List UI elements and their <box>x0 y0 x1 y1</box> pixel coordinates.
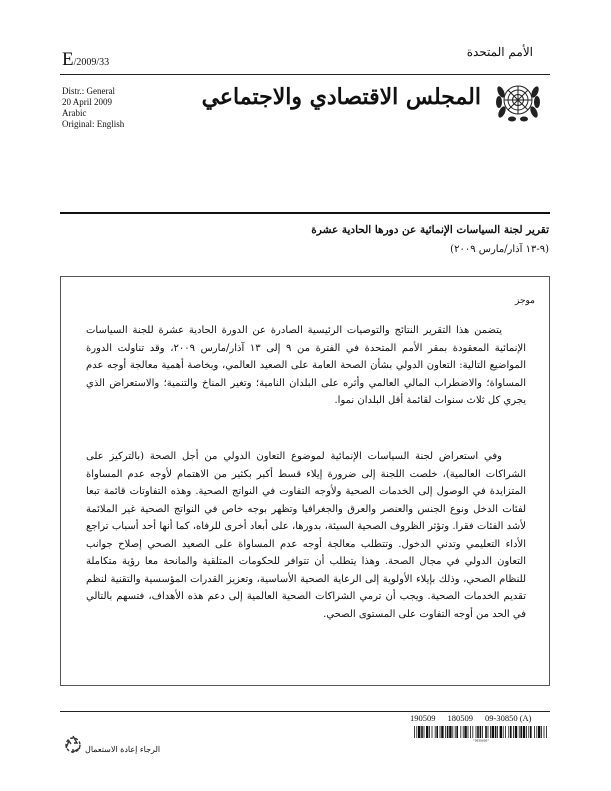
distribution-block <box>62 86 124 130</box>
date-code: 190509 <box>410 713 436 723</box>
date-code: 180509 <box>447 713 473 723</box>
footer-divider <box>60 711 550 712</box>
language-line: Arabic <box>62 108 87 118</box>
summary-paragraph: يتضمن هذا التقرير النتائج والتوصيات الرئيسية الصادرة عن الدورة الحادية عشرة للجنة السياسات الإنمائية المعقودة بمقر الأمم المتحدة في الفترة من ٩ إلى ١٣ آذار/مارس ٢٠٠٩، وقد تناولت الدورة المواضيع التالية: التعاون الدولي بشأن الصحة العامة على الصعيد العالمي، وبخاصة أهمية معالجة أوجه عدم المساواة؛ والاضطراب المالي العالمي وأثره على البلدان النامية؛ وتغير المناخ والتنمية؛ والاستعراض الذي يجري كل ثلاث سنوات لقائمة أقل البلدان نموا. <box>86 325 526 406</box>
barcode-text: *0930850* <box>472 739 490 742</box>
distribution-line: Distr.: General <box>62 86 115 96</box>
recycle-icon <box>62 733 84 755</box>
un-emblem-icon <box>493 78 543 124</box>
symbol-number: /2009/33 <box>73 57 110 68</box>
symbol-letter: E <box>62 49 74 70</box>
un-name-arabic: الأمم المتحدة <box>466 45 533 59</box>
summary-paragraph: وفي استعراض لجنة السياسات الإنمائية لموضوع التعاون الدولي من أجل الصحة (بالتركيز على الشراكات العالمية)، خلصت اللجنة إلى ضرورة إيلاء قسط أكبر بكثير من الاهتمام لأوجه عدم المساواة المتزايدة في الوصول إلى الخدمات الصحية ولأوجه التفاوت في النواتج الصحية. وهذه التفاوتات قائمة تبعا لفئات الدخل ونوع الجنس والعنصر والعرق والجغرافيا وتظهر بوجه خاص في النواتج الصحية غير الملائمة لأشد الفئات فقرا. وتؤثر الظروف الصحية السيئة، بدورها، على أبعاد أخرى للرفاه، كما أنها أحد أسباب تراجع الأداء التعليمي وتدني الدخول. وتتطلب معالجة أوجه عدم المساواة على الصعيد الصحي إصلاح جوانب التعاون الدولي في مجال الصحة. وهذا يتطلب أن تتوافر للحكومات المتلقية والمانحة معا رؤية متكاملة للنظام الصحي، وذلك بإيلاء الأولوية إلى الرعاية الصحية الأساسية، وتعزيز القدرات المؤسسية والتقنية لنظم تقديم الخدمات الصحية. ويجب أن ترمي الشراكات الصحية العالمية إلى دعم هذه الأهداف، فتسهم بالتالي في الحد من أوجه التفاوت على المستوى الصحي. <box>86 451 526 620</box>
header-divider <box>60 74 550 75</box>
recycle-label: الرجاء إعادة الاستعمال <box>85 745 161 754</box>
summary-label: موجز <box>515 296 535 306</box>
report-title: تقرير لجنة السياسات الإنمائية عن دورها الحادية عشرة <box>311 224 549 236</box>
session-dates: (٩-١٣ آذار/مارس ٢٠٠٩) <box>450 244 549 255</box>
main-divider <box>60 212 550 214</box>
job-numbers <box>410 713 544 723</box>
document-symbol <box>62 49 109 71</box>
date-line: 20 April 2009 <box>62 97 113 107</box>
job-number: 09-30850 (A) <box>485 713 532 723</box>
barcode-icon <box>412 726 550 742</box>
original-language-line: Original: English <box>62 119 125 129</box>
council-name: المجلس الاقتصادي والاجتماعي <box>201 84 481 110</box>
